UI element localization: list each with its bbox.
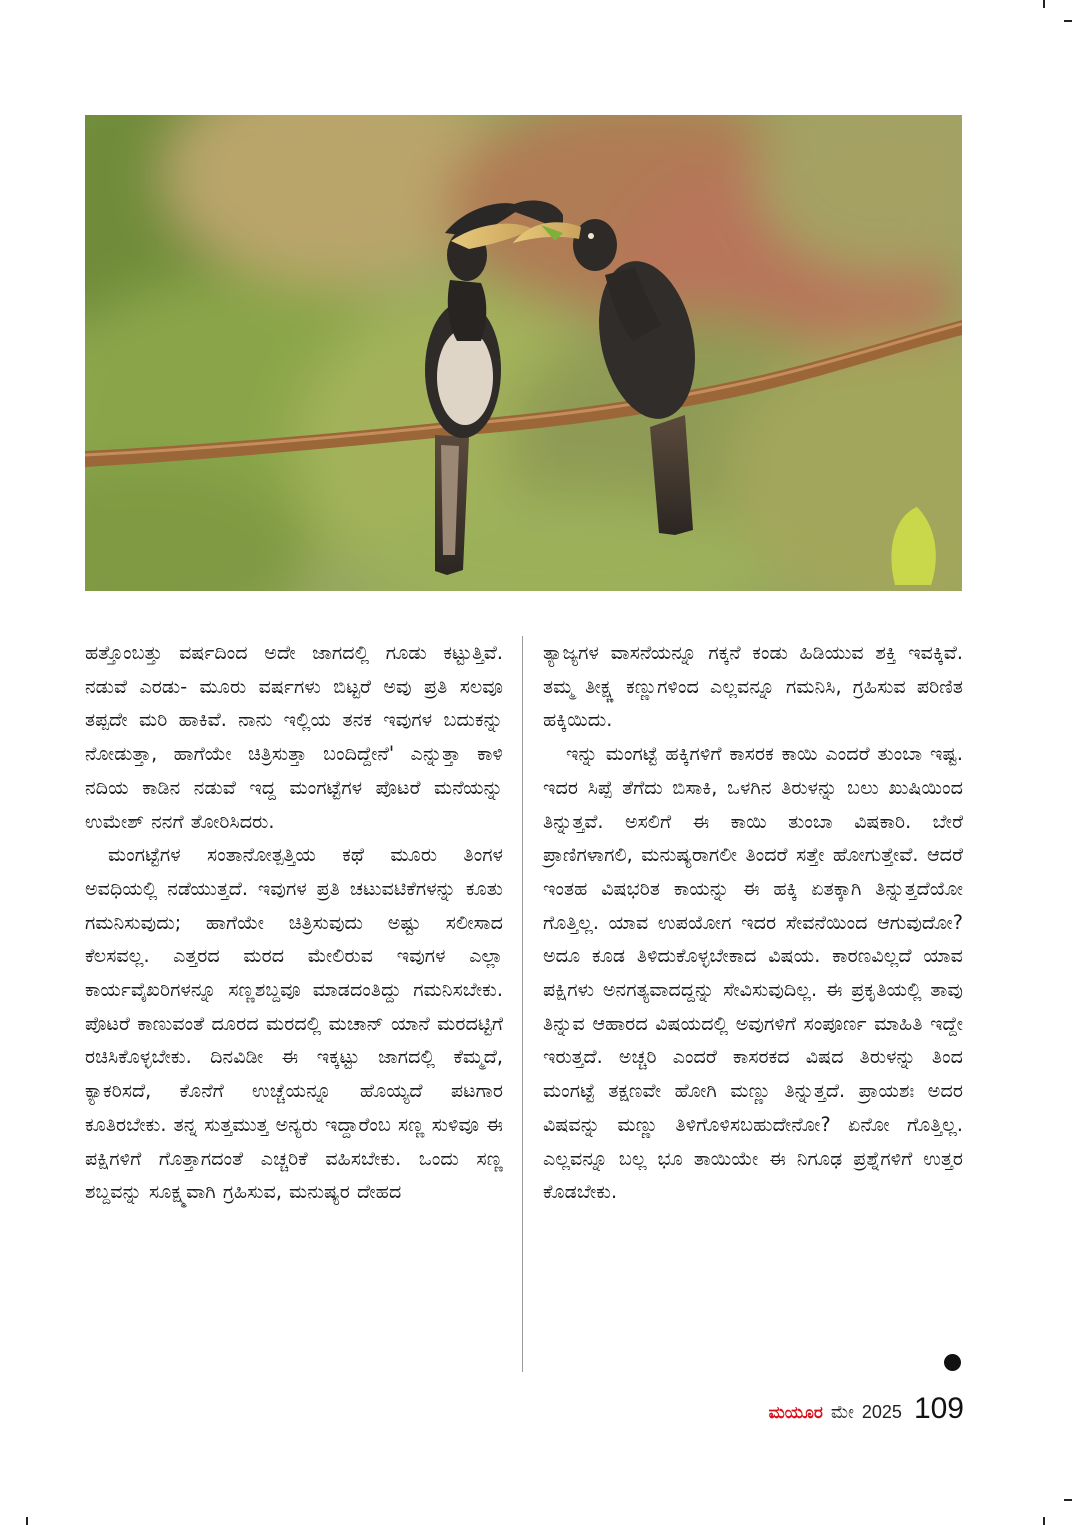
crop-mark-bottom-right	[1043, 1517, 1045, 1525]
article-paragraph: ಇನ್ನು ಮಂಗಟ್ಟೆ ಹಕ್ಕಿಗಳಿಗೆ ಕಾಸರಕ ಕಾಯಿ ಎಂದರೆ ತುಂಬಾ ಇಷ್ಟ. ಇದರ ಸಿಪ್ಪೆ ತೆಗೆದು ಬಿಸಾಕಿ, ಒಳಗಿನ ತಿರುಳನ್ನು ಬಲು ಖುಷಿಯಿಂದ ತಿನ್ನುತ್ತವೆ. ಅಸಲಿಗೆ ಈ ಕಾಯಿ ತುಂಬಾ ವಿಷಕಾರಿ. ಬೇರೆ ಪ್ರಾಣಿಗಳಾಗಲಿ, ಮನುಷ್ಯರಾಗಲೀ ತಿಂದರೆ ಸತ್ತೇ ಹೋಗುತ್ತೇವೆ. ಆದರೆ ಇಂತಹ ವಿಷಭರಿತ ಕಾಯನ್ನು ಈ ಹಕ್ಕಿ ಏತಕ್ಕಾಗಿ ತಿನ್ನುತ್ತದೆಯೋ ಗೊತ್ತಿಲ್ಲ. ಯಾವ ಉಪಯೋಗ ಇದರ ಸೇವನೆಯಿಂದ ಆಗುವುದೋ? ಅದೂ ಕೂಡ ತಿಳಿದುಕೊಳ್ಳಬೇಕಾದ ವಿಷಯ. ಕಾರಣವಿಲ್ಲದೆ ಯಾವ ಪಕ್ಷಿಗಳು ಅನಗತ್ಯವಾದದ್ದನ್ನು ಸೇವಿಸುವುದಿಲ್ಲ. ಈ ಪ್ರಕೃತಿಯಲ್ಲಿ ತಾವು ತಿನ್ನುವ ಆಹಾರದ ವಿಷಯದಲ್ಲಿ ಅವುಗಳಿಗೆ ಸಂಪೂರ್ಣ ಮಾಹಿತಿ ಇದ್ದೇ ಇರುತ್ತದೆ. ಅಚ್ಚರಿ ಎಂದರೆ ಕಾಸರಕದ ವಿಷದ ತಿರುಳನ್ನು ತಿಂದ ಮಂಗಟ್ಟೆ ತಕ್ಷಣವೇ ಹೋಗಿ ಮಣ್ಣು ತಿನ್ನುತ್ತದೆ. ಪ್ರಾಯಶಃ ಅದರ ವಿಷವನ್ನು ಮಣ್ಣು ತಿಳಿಗೊಳಿಸಬಹುದೇನೋ? ಏನೋ ಗೊತ್ತಿಲ್ಲ. ಎಲ್ಲವನ್ನೂ ಬಲ್ಲ ಭೂ ತಾಯಿಯೇ ಈ ನಿಗೂಢ ಪ್ರಶ್ನೆಗಳಿಗೆ ಉತ್ತರ ಕೊಡಬೇಕು.	[543, 742, 963, 1204]
crop-mark-right-upper	[1064, 20, 1072, 22]
article-paragraph: ಮಂಗಟ್ಟೆಗಳ ಸಂತಾನೋತ್ಪತ್ತಿಯ ಕಥೆ ಮೂರು ತಿಂಗಳ ಅವಧಿಯಲ್ಲಿ ನಡೆಯುತ್ತದೆ. ಇವುಗಳ ಪ್ರತಿ ಚಟುವಟಿಕೆಗಳನ್ನು ಕೂತು ಗಮನಿಸುವುದು; ಹಾಗೆಯೇ ಚಿತ್ರಿಸುವುದು ಅಷ್ಟು ಸಲೀಸಾದ ಕೆಲಸವಲ್ಲ. ಎತ್ತರದ ಮರದ ಮೇಲಿರುವ ಇವುಗಳ ಎಲ್ಲಾ ಕಾರ್ಯವೈಖರಿಗಳನ್ನೂ ಸಣ್ಣಶಬ್ದವೂ ಮಾಡದಂತಿದ್ದು ಗಮನಿಸಬೇಕು. ಪೊಟರೆ ಕಾಣುವಂತೆ ದೂರದ ಮರದಲ್ಲಿ ಮಚಾನ್ ಯಾನೆ ಮರದಟ್ಟಿಗೆ ರಚಿಸಿಕೊಳ್ಳಬೇಕು. ದಿನವಿಡೀ ಈ ಇಕ್ಕಟ್ಟು ಜಾಗದಲ್ಲಿ ಕೆಮ್ಮದೆ, ಕ್ಯಾಕರಿಸದೆ, ಕೊನೆಗೆ ಉಚ್ಚೆಯನ್ನೂ ಹೊಯ್ಯದೆ ಪಟಗಾರ ಕೂತಿರಬೇಕು. ತನ್ನ ಸುತ್ತಮುತ್ತ ಅನ್ಯರು ಇದ್ದಾರೆಂಬ ಸಣ್ಣ ಸುಳಿವೂ ಈ ಪಕ್ಷಿಗಳಿಗೆ ಗೊತ್ತಾಗದಂತೆ ಎಚ್ಚರಿಕೆ ವಹಿಸಬೇಕು. ಒಂದು ಸಣ್ಣ ಶಬ್ದವನ್ನು ಸೂಕ್ಷ್ಮವಾಗಿ ಗ್ರಹಿಸುವ, ಮನುಷ್ಯರ ದೇಹದ	[85, 843, 503, 1204]
issue-year: 2025	[861, 1402, 902, 1422]
article-column-right	[543, 636, 963, 1209]
article-paragraph: ತ್ಯಾಜ್ಯಗಳ ವಾಸನೆಯನ್ನೂ ಗಕ್ಕನೆ ಕಂಡು ಹಿಡಿಯುವ ಶಕ್ತಿ ಇವಕ್ಕಿವೆ. ತಮ್ಮ ತೀಕ್ಷ್ಣ ಕಣ್ಣುಗಳಿಂದ ಎಲ್ಲವನ್ನೂ ಗಮನಿಸಿ, ಗ್ರಹಿಸುವ ಪರಿಣಿತ ಹಕ್ಕಿಯಿದು.	[543, 641, 963, 732]
crop-mark-top-right	[1043, 0, 1045, 8]
page-number: 109	[913, 1392, 964, 1425]
crop-mark-bottom-left	[26, 1517, 28, 1525]
issue-month: ಮೇ	[830, 1402, 854, 1423]
hornbill-pair-illustration	[85, 115, 962, 591]
magazine-name: ಮಯೂರ	[768, 1403, 823, 1423]
end-of-article-bullet	[944, 1354, 961, 1371]
column-divider	[522, 636, 523, 1372]
hornbill-photo	[85, 115, 962, 591]
article-column-left	[85, 636, 503, 1209]
page-footer	[740, 1392, 964, 1428]
article-paragraph: ಹತ್ತೊಂಬತ್ತು ವರ್ಷದಿಂದ ಅದೇ ಜಾಗದಲ್ಲಿ ಗೂಡು ಕಟ್ಟುತ್ತಿವೆ. ನಡುವೆ ಎರಡು- ಮೂರು ವರ್ಷಗಳು ಬಿಟ್ಟರೆ ಅವು ಪ್ರತಿ ಸಲವೂ ತಪ್ಪದೇ ಮರಿ ಹಾಕಿವೆ. ನಾನು ಇಲ್ಲಿಯ ತನಕ ಇವುಗಳ ಬದುಕನ್ನು ನೋಡುತ್ತಾ, ಹಾಗೆಯೇ ಚಿತ್ರಿಸುತ್ತಾ ಬಂದಿದ್ದೇನೆ' ಎನ್ನುತ್ತಾ ಕಾಳಿ ನದಿಯ ಕಾಡಿನ ನಡುವೆ ಇದ್ದ ಮಂಗಟ್ಟೆಗಳ ಪೊಟರೆ ಮನೆಯನ್ನು ಉಮೇಶ್ ನನಗೆ ತೋರಿಸಿದರು.	[85, 641, 503, 833]
crop-mark-right-lower	[1064, 1499, 1072, 1501]
